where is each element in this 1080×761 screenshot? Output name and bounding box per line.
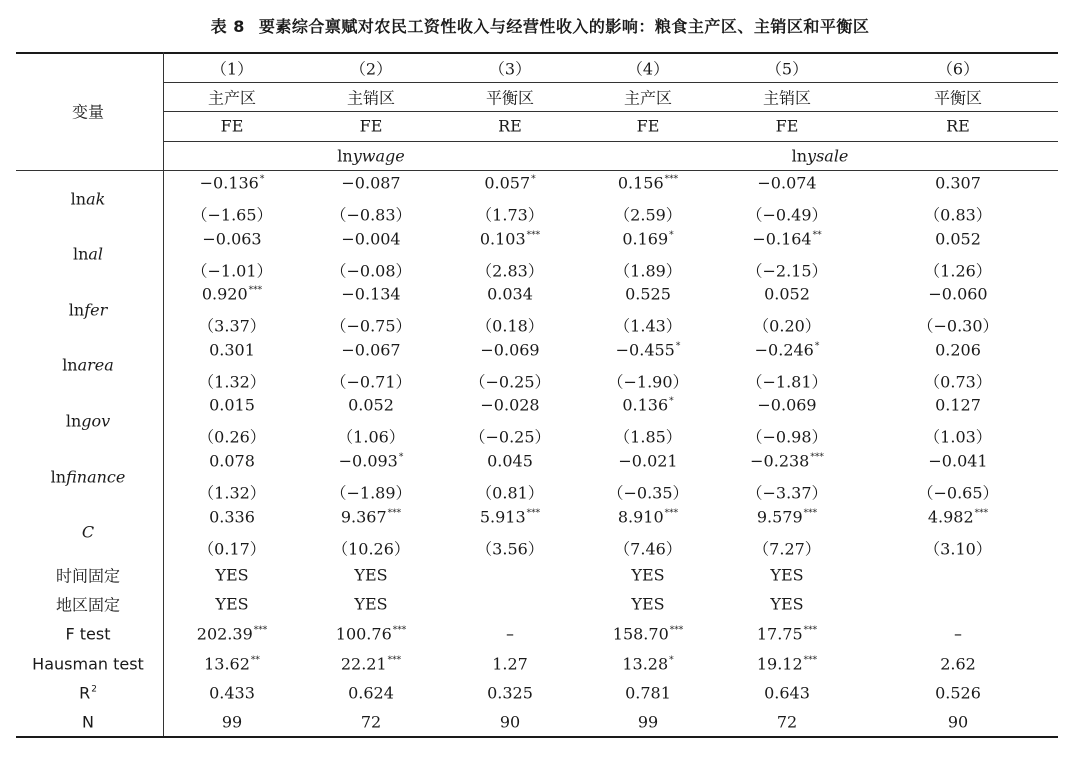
t-statistic-cell: （−0.65） (917, 483, 999, 503)
t-statistic-cell: （−0.83） (330, 205, 412, 225)
coefficient-cell: 0.920*** (201, 284, 263, 304)
stat-cell: 0.526 (935, 683, 981, 703)
coefficient-cell: −0.041 (928, 451, 988, 471)
coefficient-cell: −0.164** (752, 229, 822, 249)
stat-cell: YES (770, 594, 804, 614)
coefficient-cell: 4.982*** (927, 507, 989, 527)
coefficient-cell: 0.078 (209, 451, 255, 471)
t-statistic-cell: （1.85） (614, 427, 682, 447)
t-statistic-cell: （1.73） (476, 205, 544, 225)
t-statistic-cell: （3.56） (476, 539, 544, 559)
stat-cell: YES (354, 594, 388, 614)
stat-cell: 13.28* (622, 654, 674, 674)
coefficient-cell: −0.004 (341, 229, 401, 249)
t-statistic-cell: （0.73） (924, 372, 992, 392)
coefficient-cell: 0.169* (622, 229, 674, 249)
coefficient-cell: −0.087 (341, 173, 401, 193)
coefficient-cell: −0.021 (618, 451, 678, 471)
coefficient-cell: 0.206 (935, 340, 981, 360)
variable-label: lnal (72, 244, 104, 264)
coefficient-cell: −0.069 (757, 395, 817, 415)
t-statistic-cell: （3.37） (198, 316, 266, 336)
column-model: FE (220, 116, 244, 136)
stat-cell: 0.624 (348, 683, 394, 703)
stat-label: 时间固定 (55, 566, 121, 586)
coefficient-cell: −0.246* (754, 340, 820, 360)
coefficient-cell: −0.074 (757, 173, 817, 193)
stat-cell: 90 (947, 712, 969, 732)
t-statistic-cell: （1.43） (614, 316, 682, 336)
top-rule (16, 52, 1058, 54)
t-statistic-cell: （0.18） (476, 316, 544, 336)
t-statistic-cell: （−3.37） (746, 483, 828, 503)
t-statistic-cell: （−1.90） (607, 372, 689, 392)
stat-cell: YES (631, 565, 665, 585)
column-number: （1） (210, 59, 254, 79)
t-statistic-cell: （0.26） (198, 427, 266, 447)
coefficient-cell: 0.525 (625, 284, 671, 304)
column-region: 平衡区 (485, 88, 535, 108)
t-statistic-cell: （2.83） (476, 261, 544, 281)
stat-label: $R^2$ (79, 683, 97, 703)
t-statistic-cell: （−0.71） (330, 372, 412, 392)
t-statistic-cell: （−1.01） (191, 261, 273, 281)
header-rule-2 (163, 111, 1058, 112)
column-model: RE (498, 116, 522, 136)
coefficient-cell: 0.307 (935, 173, 981, 193)
dependent-variable: lnywage (337, 146, 405, 166)
column-model: FE (775, 116, 799, 136)
t-statistic-cell: （−0.75） (330, 316, 412, 336)
stat-label: 地区固定 (55, 595, 121, 615)
t-statistic-cell: （−1.81） (746, 372, 828, 392)
t-statistic-cell: （7.46） (614, 539, 682, 559)
t-statistic-cell: （−1.65） (191, 205, 273, 225)
stat-cell: 72 (360, 712, 382, 732)
t-statistic-cell: （0.81） (476, 483, 544, 503)
coefficient-cell: −0.134 (341, 284, 401, 304)
t-statistic-cell: （−2.15） (746, 261, 828, 281)
stat-cell: YES (770, 565, 804, 585)
stat-cell: 1.27 (492, 654, 528, 674)
t-statistic-cell: （0.83） (924, 205, 992, 225)
stat-cell: 13.62** (204, 654, 260, 674)
table-caption (0, 14, 1080, 37)
column-divider (163, 52, 164, 736)
stat-label: Hausman test (32, 654, 144, 674)
coefficient-cell: 0.127 (935, 395, 981, 415)
t-statistic-cell: （0.17） (198, 539, 266, 559)
table-number: 表 8 (210, 17, 245, 36)
coefficient-cell: −0.093* (338, 451, 404, 471)
column-model: FE (636, 116, 660, 136)
coefficient-cell: 0.045 (487, 451, 533, 471)
t-statistic-cell: （−0.25） (469, 372, 551, 392)
variable-label: lnarea (62, 355, 114, 375)
stat-cell: 0.781 (625, 683, 671, 703)
table-title: 要素综合禀赋对农民工资性收入与经营性收入的影响：粮食主产区、主销区和平衡区 (258, 17, 870, 36)
coefficient-cell: −0.136* (199, 173, 265, 193)
t-statistic-cell: （1.03） (924, 427, 992, 447)
variable-header: 变量 (71, 102, 105, 122)
stat-cell: 99 (221, 712, 243, 732)
t-statistic-cell: （0.20） (753, 316, 821, 336)
coefficient-cell: 0.103*** (479, 229, 541, 249)
header-rule-1 (163, 82, 1058, 83)
column-region: 主产区 (623, 88, 673, 108)
stat-cell: 158.70*** (612, 624, 684, 644)
stat-cell: YES (354, 565, 388, 585)
coefficient-cell: 0.156*** (617, 173, 679, 193)
coefficient-cell: −0.060 (928, 284, 988, 304)
stat-cell: 99 (637, 712, 659, 732)
column-number: （4） (626, 59, 670, 79)
stat-cell: YES (215, 594, 249, 614)
coefficient-cell: 0.301 (209, 340, 255, 360)
header-bottom-rule (16, 170, 1058, 171)
coefficient-cell: 0.052 (348, 395, 394, 415)
variable-label: lnak (70, 189, 106, 208)
coefficient-cell: 5.913*** (479, 507, 541, 527)
stat-cell: YES (215, 565, 249, 585)
stat-cell: – (954, 624, 962, 644)
stat-cell: 0.433 (209, 683, 255, 703)
t-statistic-cell: （−0.30） (917, 316, 999, 336)
t-statistic-cell: （1.32） (198, 483, 266, 503)
coefficient-cell: 8.910*** (617, 507, 679, 527)
coefficient-cell: 0.052 (764, 284, 810, 304)
coefficient-cell: 9.579*** (756, 507, 818, 527)
t-statistic-cell: （−0.35） (607, 483, 689, 503)
coefficient-cell: 0.057* (484, 173, 536, 193)
coefficient-cell: 9.367*** (340, 507, 402, 527)
coefficient-cell: −0.069 (480, 340, 540, 360)
column-region: 主销区 (346, 88, 396, 108)
stat-cell: 0.643 (764, 683, 810, 703)
stat-label: N (82, 712, 94, 732)
variable-label: lngov (65, 411, 111, 431)
column-region: 平衡区 (933, 88, 983, 108)
variable-label: C (81, 522, 95, 542)
stat-cell: 2.62 (940, 654, 976, 674)
stat-cell: 72 (776, 712, 798, 732)
stat-cell: 90 (499, 712, 521, 732)
t-statistic-cell: （10.26） (332, 539, 410, 559)
coefficient-cell: −0.455* (615, 340, 681, 360)
column-number: （5） (765, 59, 809, 79)
t-statistic-cell: （−0.98） (746, 427, 828, 447)
stat-cell: 22.21*** (340, 654, 402, 674)
variable-label: lnfer (68, 300, 108, 320)
column-region: 主销区 (762, 88, 812, 108)
coefficient-cell: 0.052 (935, 229, 981, 249)
column-number: （6） (936, 59, 980, 79)
t-statistic-cell: （−0.49） (746, 205, 828, 225)
t-statistic-cell: （1.89） (614, 261, 682, 281)
t-statistic-cell: （7.27） (753, 539, 821, 559)
t-statistic-cell: （−1.89） (330, 483, 412, 503)
coefficient-cell: −0.028 (480, 395, 540, 415)
t-statistic-cell: （1.26） (924, 261, 992, 281)
column-model: RE (946, 116, 970, 136)
t-statistic-cell: （−0.08） (330, 261, 412, 281)
bottom-rule (16, 736, 1058, 738)
column-region: 主产区 (207, 88, 257, 108)
t-statistic-cell: （−0.25） (469, 427, 551, 447)
header-rule-3 (163, 141, 1058, 142)
coefficient-cell: −0.063 (202, 229, 262, 249)
coefficient-cell: 0.136* (622, 395, 674, 415)
coefficient-cell: −0.067 (341, 340, 401, 360)
stat-label: F test (65, 624, 111, 644)
dependent-variable: lnysale (791, 146, 849, 166)
column-number: （3） (488, 59, 532, 79)
stat-cell: YES (631, 594, 665, 614)
stat-cell: 0.325 (487, 683, 533, 703)
t-statistic-cell: （1.32） (198, 372, 266, 392)
coefficient-cell: 0.015 (209, 395, 255, 415)
variable-label: lnfinance (50, 467, 126, 486)
t-statistic-cell: （3.10） (924, 539, 992, 559)
coefficient-cell: 0.336 (209, 507, 255, 527)
stat-cell: 19.12*** (756, 654, 818, 674)
column-number: （2） (349, 59, 393, 79)
t-statistic-cell: （2.59） (614, 205, 682, 225)
coefficient-cell: 0.034 (487, 284, 533, 304)
column-model: FE (359, 116, 383, 136)
stat-cell: 202.39*** (196, 624, 268, 644)
stat-cell: 17.75*** (756, 624, 818, 644)
stat-cell: 100.76*** (335, 624, 407, 644)
stat-cell: – (506, 624, 514, 644)
t-statistic-cell: （1.06） (337, 427, 405, 447)
coefficient-cell: −0.238*** (750, 451, 824, 471)
